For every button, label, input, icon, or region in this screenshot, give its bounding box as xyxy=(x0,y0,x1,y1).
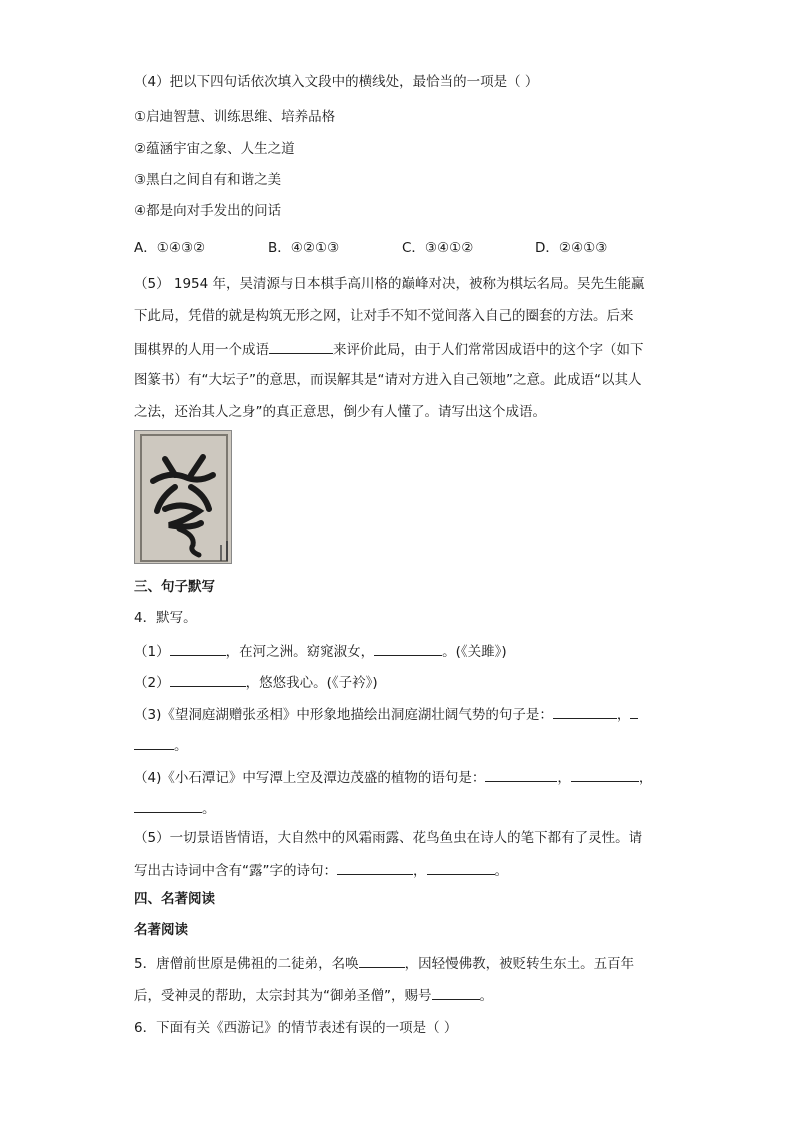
question-5-blank-2[interactable] xyxy=(432,984,480,1000)
idiom-answer-blank[interactable] xyxy=(269,338,333,354)
q4-options xyxy=(134,238,607,258)
section-4-subheading: 名著阅读 xyxy=(134,922,188,938)
question-5-period: 。 xyxy=(479,988,493,1004)
q5-line-1: （5） 1954 年，吴清源与日本棋手高川格的巅峰对决，被称为棋坛名局。吴先生能赢 xyxy=(134,276,645,292)
dictation-item-1 xyxy=(134,640,507,662)
q5-line-3-end: 来评价此局，由于人们常常因成语中的这个字（如下 xyxy=(333,342,644,358)
dictation-2-source: ，悠悠我心。(《子衿》) xyxy=(245,675,378,691)
dictation-3-comma: ， xyxy=(616,707,631,723)
dictation-item-5-cont xyxy=(134,859,508,881)
dictation-5-comma: ， xyxy=(413,863,427,879)
dictation-item-5: （5）一切景语皆情语，大自然中的风霜雨露、花鸟鱼虫在诗人的笔下都有了灵性。请 xyxy=(134,830,643,846)
q4-option-c: C．③④①② xyxy=(402,240,474,256)
q5-line-3 xyxy=(134,338,644,360)
dictation-1-label: （1） xyxy=(134,644,170,660)
dictation-4-blank-3[interactable] xyxy=(134,797,202,813)
q4-option-b: B．④②①③ xyxy=(268,240,340,256)
dictation-item-4 xyxy=(134,766,652,788)
section-3-heading: 三、句子默写 xyxy=(134,579,215,595)
dictation-4-comma-1: ， xyxy=(557,770,571,786)
question-5-line-2: 后，受神灵的帮助，太宗封其为“御弟圣僧”，赐号 xyxy=(134,988,432,1004)
dictation-5-end: 。 xyxy=(494,863,508,879)
dictation-2-label: （2） xyxy=(134,675,170,691)
question-5-end: ，因轻慢佛教，被贬转生东土。五百年 xyxy=(404,956,635,972)
dictation-3-text: （3)《望洞庭湖赠张丞相》中形象地描绘出洞庭湖壮阔气势的句子是： xyxy=(134,707,553,723)
dictation-4-blank-1[interactable] xyxy=(485,766,557,782)
dictation-item-3 xyxy=(134,703,638,725)
q4-item-2: ②蕴涵宇宙之象、人生之道 xyxy=(134,141,295,157)
dictation-1-blank-2[interactable] xyxy=(374,640,442,656)
dictation-item-3-cont xyxy=(134,734,188,756)
seal-script-character-image xyxy=(134,430,232,564)
dictation-1-blank-1[interactable] xyxy=(170,640,226,656)
q5-line-5: 之法，还治其人之身”的真正意思，倒少有人懂了。请写出这个成语。 xyxy=(134,404,546,420)
seal-script-glyph xyxy=(135,431,232,564)
q4-option-d: D．②④①③ xyxy=(535,240,608,256)
dictation-5-text: 写出古诗词中含有“露”字的诗句： xyxy=(134,863,337,879)
dictation-4-text: （4)《小石潭记》中写潭上空及潭边茂盛的植物的语句是： xyxy=(134,770,486,786)
dictation-3-blank-1-tail[interactable] xyxy=(630,703,638,719)
q4-item-4: ④都是向对手发出的问话 xyxy=(134,203,282,219)
dictation-2-blank[interactable] xyxy=(170,671,246,687)
dictation-3-blank-2[interactable] xyxy=(134,734,174,750)
q5-line-4: 图篆书）有“大坛子”的意思，而误解其是“请对方进入自己领地”之意。此成语“以其人 xyxy=(134,372,642,388)
dictation-5-blank-1[interactable] xyxy=(337,859,413,875)
question-6: 6．下面有关《西游记》的情节表述有误的一项是（ ） xyxy=(134,1020,458,1036)
q5-line-2: 下此局，凭借的就是构筑无形之网，让对手不知不觉间落入自己的圈套的方法。后来 xyxy=(134,308,634,324)
dictation-4-comma-2: ， xyxy=(638,770,653,786)
dictation-1-source: 。(《关雎》) xyxy=(442,644,507,660)
q4-item-1: ①启迪智慧、训练思维、培养品格 xyxy=(134,109,336,125)
dictation-5-blank-2[interactable] xyxy=(427,859,495,875)
question-4-title: 4．默写。 xyxy=(134,610,197,626)
q4-item-3: ③黑白之间自有和谐之美 xyxy=(134,172,282,188)
question-5 xyxy=(134,952,634,974)
dictation-item-2 xyxy=(134,671,378,693)
dictation-3-end: 。 xyxy=(174,738,188,754)
question-5-blank-1[interactable] xyxy=(359,952,405,968)
q5-line-3-start: 围棋界的人用一个成语 xyxy=(134,342,269,358)
question-5-start: 5．唐僧前世原是佛祖的二徒弟，名唤 xyxy=(134,956,359,972)
q4-option-a: A．①④③② xyxy=(134,240,206,256)
dictation-1-mid: ，在河之洲。窈窕淑女， xyxy=(225,644,375,660)
dictation-4-end: 。 xyxy=(202,801,216,817)
dictation-item-4-cont xyxy=(134,797,216,819)
dictation-4-blank-2[interactable] xyxy=(571,766,639,782)
question-5-cont xyxy=(134,984,493,1006)
q4-stem: （4）把以下四句话依次填入文段中的横线处，最恰当的一项是（ ） xyxy=(134,74,539,90)
section-4-heading: 四、名著阅读 xyxy=(134,891,215,907)
dictation-3-blank-1[interactable] xyxy=(553,703,617,719)
